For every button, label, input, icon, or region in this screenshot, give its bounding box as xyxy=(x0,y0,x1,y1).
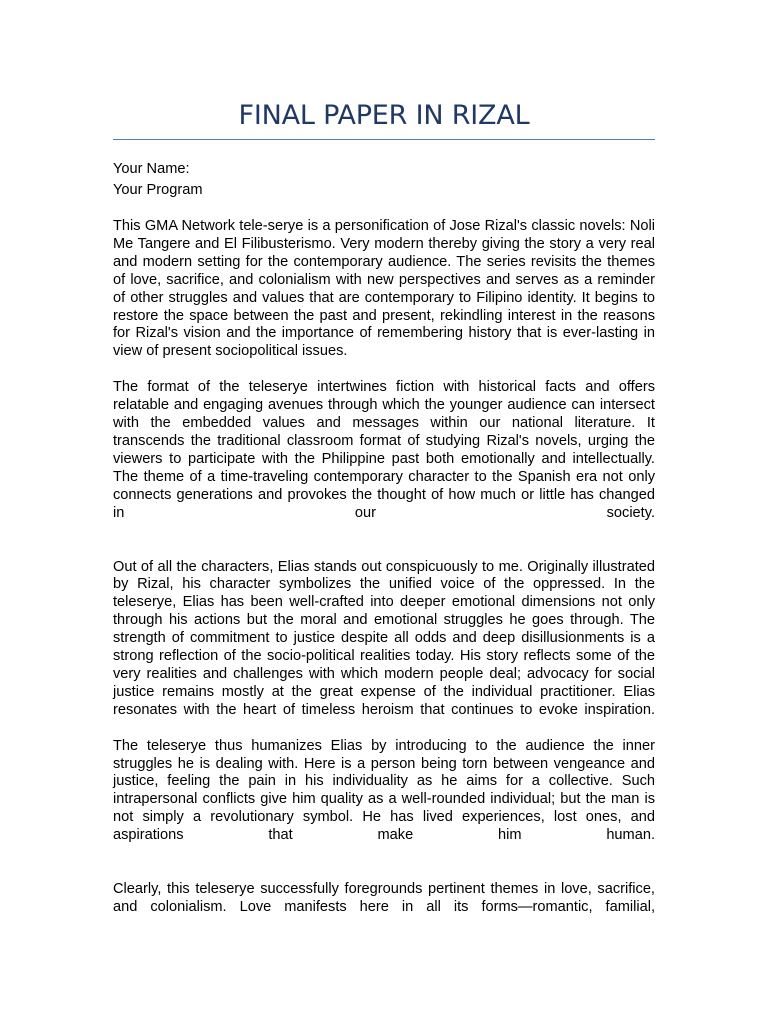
paragraph-intro: This GMA Network tele-serye is a personification of Jose Rizal's classic novels: Noli Me Tangere and El Filibusterismo. Very modern thereby giving the story a very real and modern setting for the contemporary audience. The series revisits the themes of love, sacrifice, and colonialism with new perspectives and serves as a reminder of other struggles and values that are contemporary to Filipino identity. It begins to restore the space between the past and present, rekindling interest in the reasons for Rizal's vision and the importance of remembering history that is ever-lasting in view of present sociopolitical issues. xyxy=(113,218,655,360)
author-block xyxy=(113,159,655,201)
paragraph-humanizes: The teleserye thus humanizes Elias by introducing to the audience the inner struggles he is dealing with. Here is a person being torn between vengeance and justice, feeling the pain in his individuality as he aims for a collective. Such intrapersonal conflicts give him quality as a well-rounded individual; but the man is not simply a revolutionary symbol. He has lived experiences, lost ones, and aspirations that make him human. xyxy=(113,737,655,844)
student-name-line: Your Name: xyxy=(113,161,190,177)
title-underline xyxy=(113,139,655,140)
student-program-line: Your Program xyxy=(113,182,203,198)
paragraph-conclusion: Clearly, this teleserye successfully foregrounds pertinent themes in love, sacrifice, and colonialism. Love manifests here in all its forms—romantic, familial, xyxy=(113,881,655,915)
paragraph-elias: Out of all the characters, Elias stands out conspicuously to me. Originally illustrated by Rizal, his character symbolizes the unified voice of the oppressed. In the teleserye, Elias has been well-crafted into deeper emotional dimensions not only through his actions but the moral and emotional struggles he goes through. The strength of commitment to justice despite all odds and deep disillusionments is a strong reflection of the socio-political realities today. His story reflects some of the very realities and challenges with which modern people deal; advocacy for social justice remains mostly at the great expense of the individual practitioner. Elias resonates with the heart of timeless heroism that continues to evoke inspiration. xyxy=(113,558,655,718)
document-title: FINAL PAPER IN RIZAL xyxy=(238,100,530,131)
paragraph-format: The format of the teleserye intertwines fiction with historical facts and offers relatable and engaging avenues through which the younger audience can intersect with the embedded values and messages within our national literature. It transcends the traditional classroom format of studying Rizal's novels, urging the viewers to participate with the Philippine past both emotionally and intellectually. The theme of a time-traveling contemporary character to the Spanish era not only connects generations and provokes the thought of how much or little has changed in our society. xyxy=(113,379,655,521)
document-page xyxy=(113,0,655,917)
